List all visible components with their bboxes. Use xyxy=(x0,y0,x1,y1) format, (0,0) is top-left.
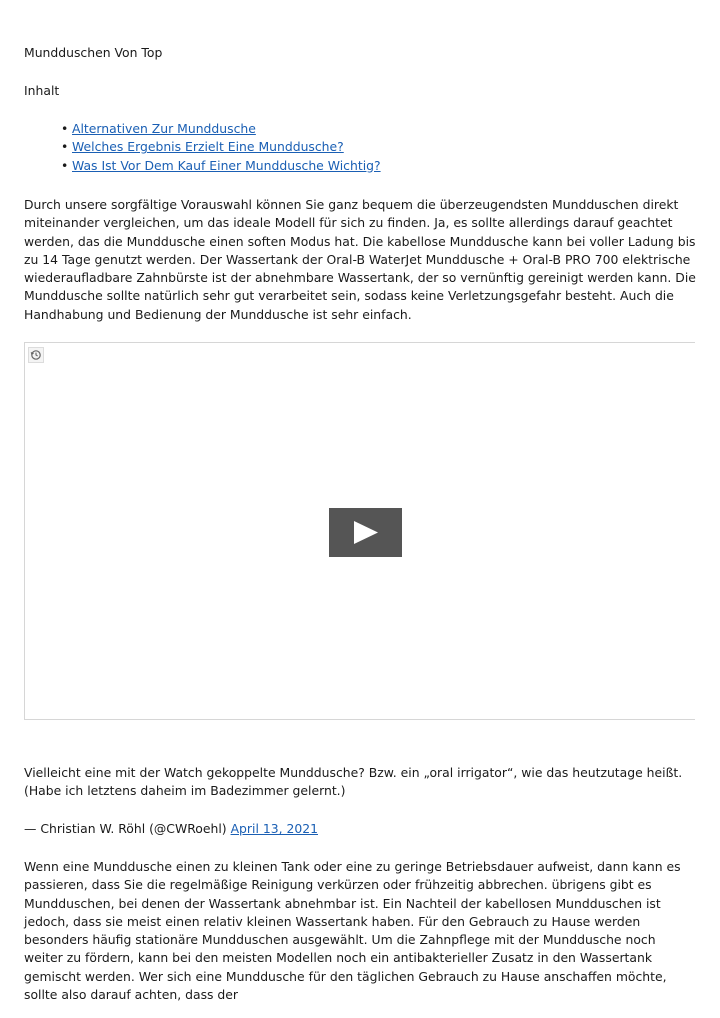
article-paragraph: Wenn eine Munddusche einen zu kleinen Tank oder eine zu geringe Betriebsdauer aufweist, dann kann es passieren, dass Sie die regelmäßige Reinigung verkürzen oder frühzeitig abbrechen. übrigens gibt es Mundduschen, bei denen der Wassertank abnehmbar ist. Ein Nachteil der kabellosen Mundduschen ist jedoch, dass sie meist einen relativ kleinen Wassertank haben. Für den Gebrauch zu Hause werden besonders häufig stationäre Mundduschen ausgewählt. Um die Zahnpflege mit der Munddusche noch weiter zu fördern, kann bei den meisten Modellen noch ein antibakterieller Zusatz in den Wassertank gemischt werden. Wer sich eine Munddusche für den täglichen Gebrauch zu Hause anschaffen möchte, sollte also darauf achten, dass der xyxy=(24,859,681,1003)
article-paragraph: Durch unsere sorgfältige Vorauswahl können Sie ganz bequem die überzeugendsten Mundduschen direkt miteinander vergleichen, um das ideale Modell für sich zu finden. Ja, es sollte allerdings darauf geachtet werden, das die Munddusche einen soften Modus hat. Die kabellose Munddusche kann bei voller Ladung bis zu 14 Tage genutzt werden. Der Wassertank der Oral-B WaterJet Munddusche + Oral-B PRO 700 elektrische wiederaufladbare Zahnbürste ist der abnehmbare Wassertank, der so vernünftig gereinigt werden kann. Die Munddusche sollte natürlich sehr gut verarbeitet sein, sodass keine Verletzungsgefahr besteht. Auch die Handhabung und Bedienung der Munddusche ist sehr einfach. xyxy=(24,197,696,322)
toc-item xyxy=(24,157,381,175)
tweet-attribution xyxy=(24,820,696,838)
tweet-date-link[interactable]: April 13, 2021 xyxy=(230,821,318,836)
article-paragraph: Vielleicht eine mit der Watch gekoppelte Munddusche? Bzw. ein „oral irrigator“, wie das heutzutage heißt. (Habe ich letztens daheim im Badezimmer gelernt.) xyxy=(24,765,683,799)
bullet-icon: • xyxy=(61,121,69,136)
video-player[interactable] xyxy=(24,342,695,720)
toc-item xyxy=(24,138,381,156)
toc-link-ergebnis[interactable]: Welches Ergebnis Erzielt Eine Munddusche? xyxy=(72,139,344,155)
table-of-contents xyxy=(24,120,381,175)
bullet-icon: • xyxy=(61,157,69,173)
toc-link-alternativen[interactable]: Alternativen Zur Munddusche xyxy=(72,121,256,136)
toc-link-kauf[interactable]: Was Ist Vor Dem Kauf Einer Munddusche Wichtig? xyxy=(72,157,381,173)
toc-heading: Inhalt xyxy=(24,83,60,98)
play-button[interactable] xyxy=(329,508,402,557)
bullet-icon: • xyxy=(61,139,69,155)
site-title: Mundduschen Von Top xyxy=(24,45,163,60)
toc-item xyxy=(24,120,381,138)
play-icon xyxy=(353,521,379,544)
tweet-author: — Christian W. Röhl (@CWRoehl) xyxy=(24,821,227,836)
clock-icon xyxy=(28,347,44,363)
